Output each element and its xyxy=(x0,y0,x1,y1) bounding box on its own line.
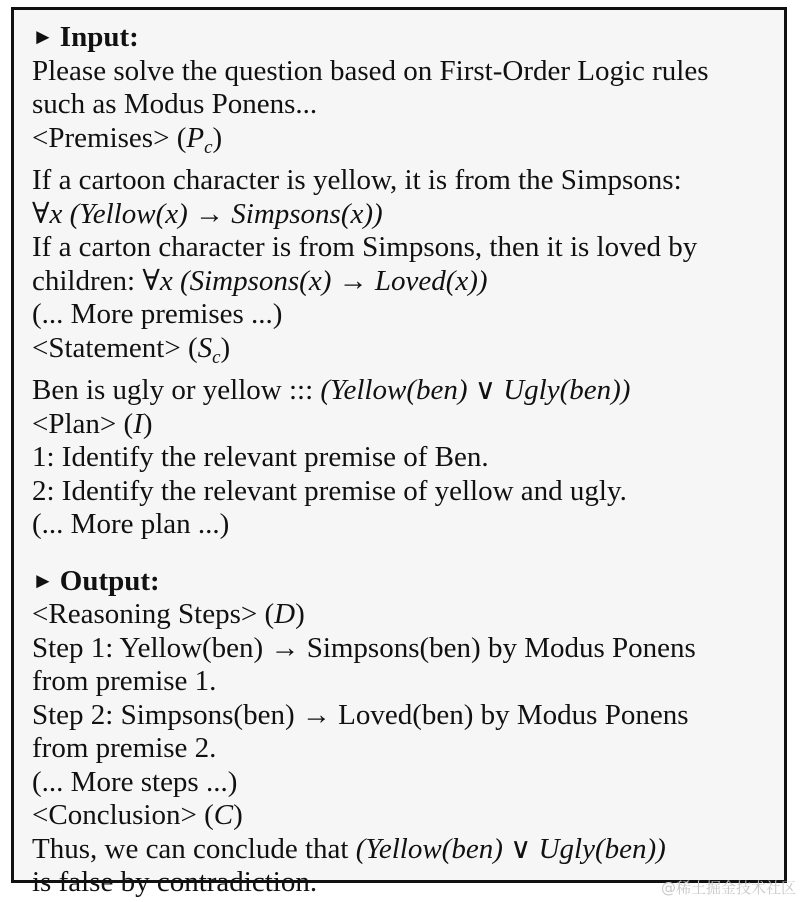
statement-symbol-subscript: c xyxy=(212,346,221,368)
conclusion-header: <Conclusion> (C) xyxy=(32,799,243,831)
premise-2-formula: ∀x (Simpsons(x) → Loved(x)) xyxy=(142,264,488,297)
premise-2-text-end: children: xyxy=(32,264,136,297)
plan-step-1: 1: Identify the relevant premise of Ben. xyxy=(32,441,489,473)
triangle-bullet-icon: ► xyxy=(32,24,54,49)
step-1-line-1: Step 1: Yellow(ben) → Simpsons(ben) by Modus Ponens xyxy=(32,631,696,664)
input-heading-label: Input: xyxy=(59,21,139,53)
plan-symbol: I xyxy=(133,407,143,440)
step-1-line-2: from premise 1. xyxy=(32,665,217,697)
premises-symbol-subscript: c xyxy=(204,136,213,158)
conclusion-formula: (Yellow(ben) ∨ Ugly(ben)) xyxy=(355,832,666,865)
premise-2-text: If a carton character is from Simpsons, then it is loved by xyxy=(32,231,698,263)
plan-step-2: 2: Identify the relevant premise of yellow and ugly. xyxy=(32,474,627,507)
reasoning-tag: <Reasoning Steps> xyxy=(32,598,258,630)
more-steps: (... More steps ...) xyxy=(32,765,238,798)
instruction-line-2: such as Modus Ponens... xyxy=(32,88,318,120)
plan-tag: <Plan> xyxy=(32,407,117,440)
input-heading xyxy=(32,20,766,55)
conclusion-text: Thus, we can conclude that xyxy=(32,832,349,865)
conclusion-tag: <Conclusion> xyxy=(32,799,197,831)
statement-text: Ben is ugly or yellow ::: xyxy=(32,374,314,406)
more-premises: (... More premises ...) xyxy=(32,298,283,330)
step-2-line-2: from premise 2. xyxy=(32,732,217,764)
watermark: @稀土掘金技术社区 xyxy=(660,879,796,897)
premise-2-continued xyxy=(32,265,766,299)
triangle-bullet-icon: ► xyxy=(32,567,54,593)
section-spacer xyxy=(32,542,766,564)
statement-header: <Statement> $(S_c)$ xyxy=(32,331,231,368)
output-heading xyxy=(32,564,766,599)
instruction-line-1: Please solve the question based on First-Order Logic rules xyxy=(32,54,709,87)
plan-header: <Plan> (I) xyxy=(32,407,153,440)
step-2-line-1: Step 2: Simpsons(ben) → Loved(ben) by Modus Ponens xyxy=(32,698,689,731)
conclusion-line-1 xyxy=(32,833,766,867)
premises-symbol: P xyxy=(186,121,205,154)
more-plan: (... More plan ...) xyxy=(32,508,230,540)
conclusion-line-2: is false by contradiction. xyxy=(32,866,318,898)
statement-symbol: S xyxy=(197,331,213,364)
premise-1-text: If a cartoon character is yellow, it is from the Simpsons: xyxy=(32,164,682,196)
premise-1-formula: ∀x (Yellow(x) → Simpsons(x)) xyxy=(32,197,383,230)
output-heading-label: Output: xyxy=(59,564,160,597)
statement-tag: <Statement> xyxy=(32,331,181,364)
reasoning-header: <Reasoning Steps> (D) xyxy=(32,598,305,630)
reasoning-symbol: D xyxy=(274,598,296,630)
conclusion-symbol: C xyxy=(213,799,234,831)
premises-tag: <Premises> xyxy=(32,121,170,154)
statement-line xyxy=(32,374,766,408)
statement-formula: (Yellow(ben) ∨ Ugly(ben)) xyxy=(320,374,631,406)
premises-header: <Premises> $(P_c)$ xyxy=(32,121,223,158)
